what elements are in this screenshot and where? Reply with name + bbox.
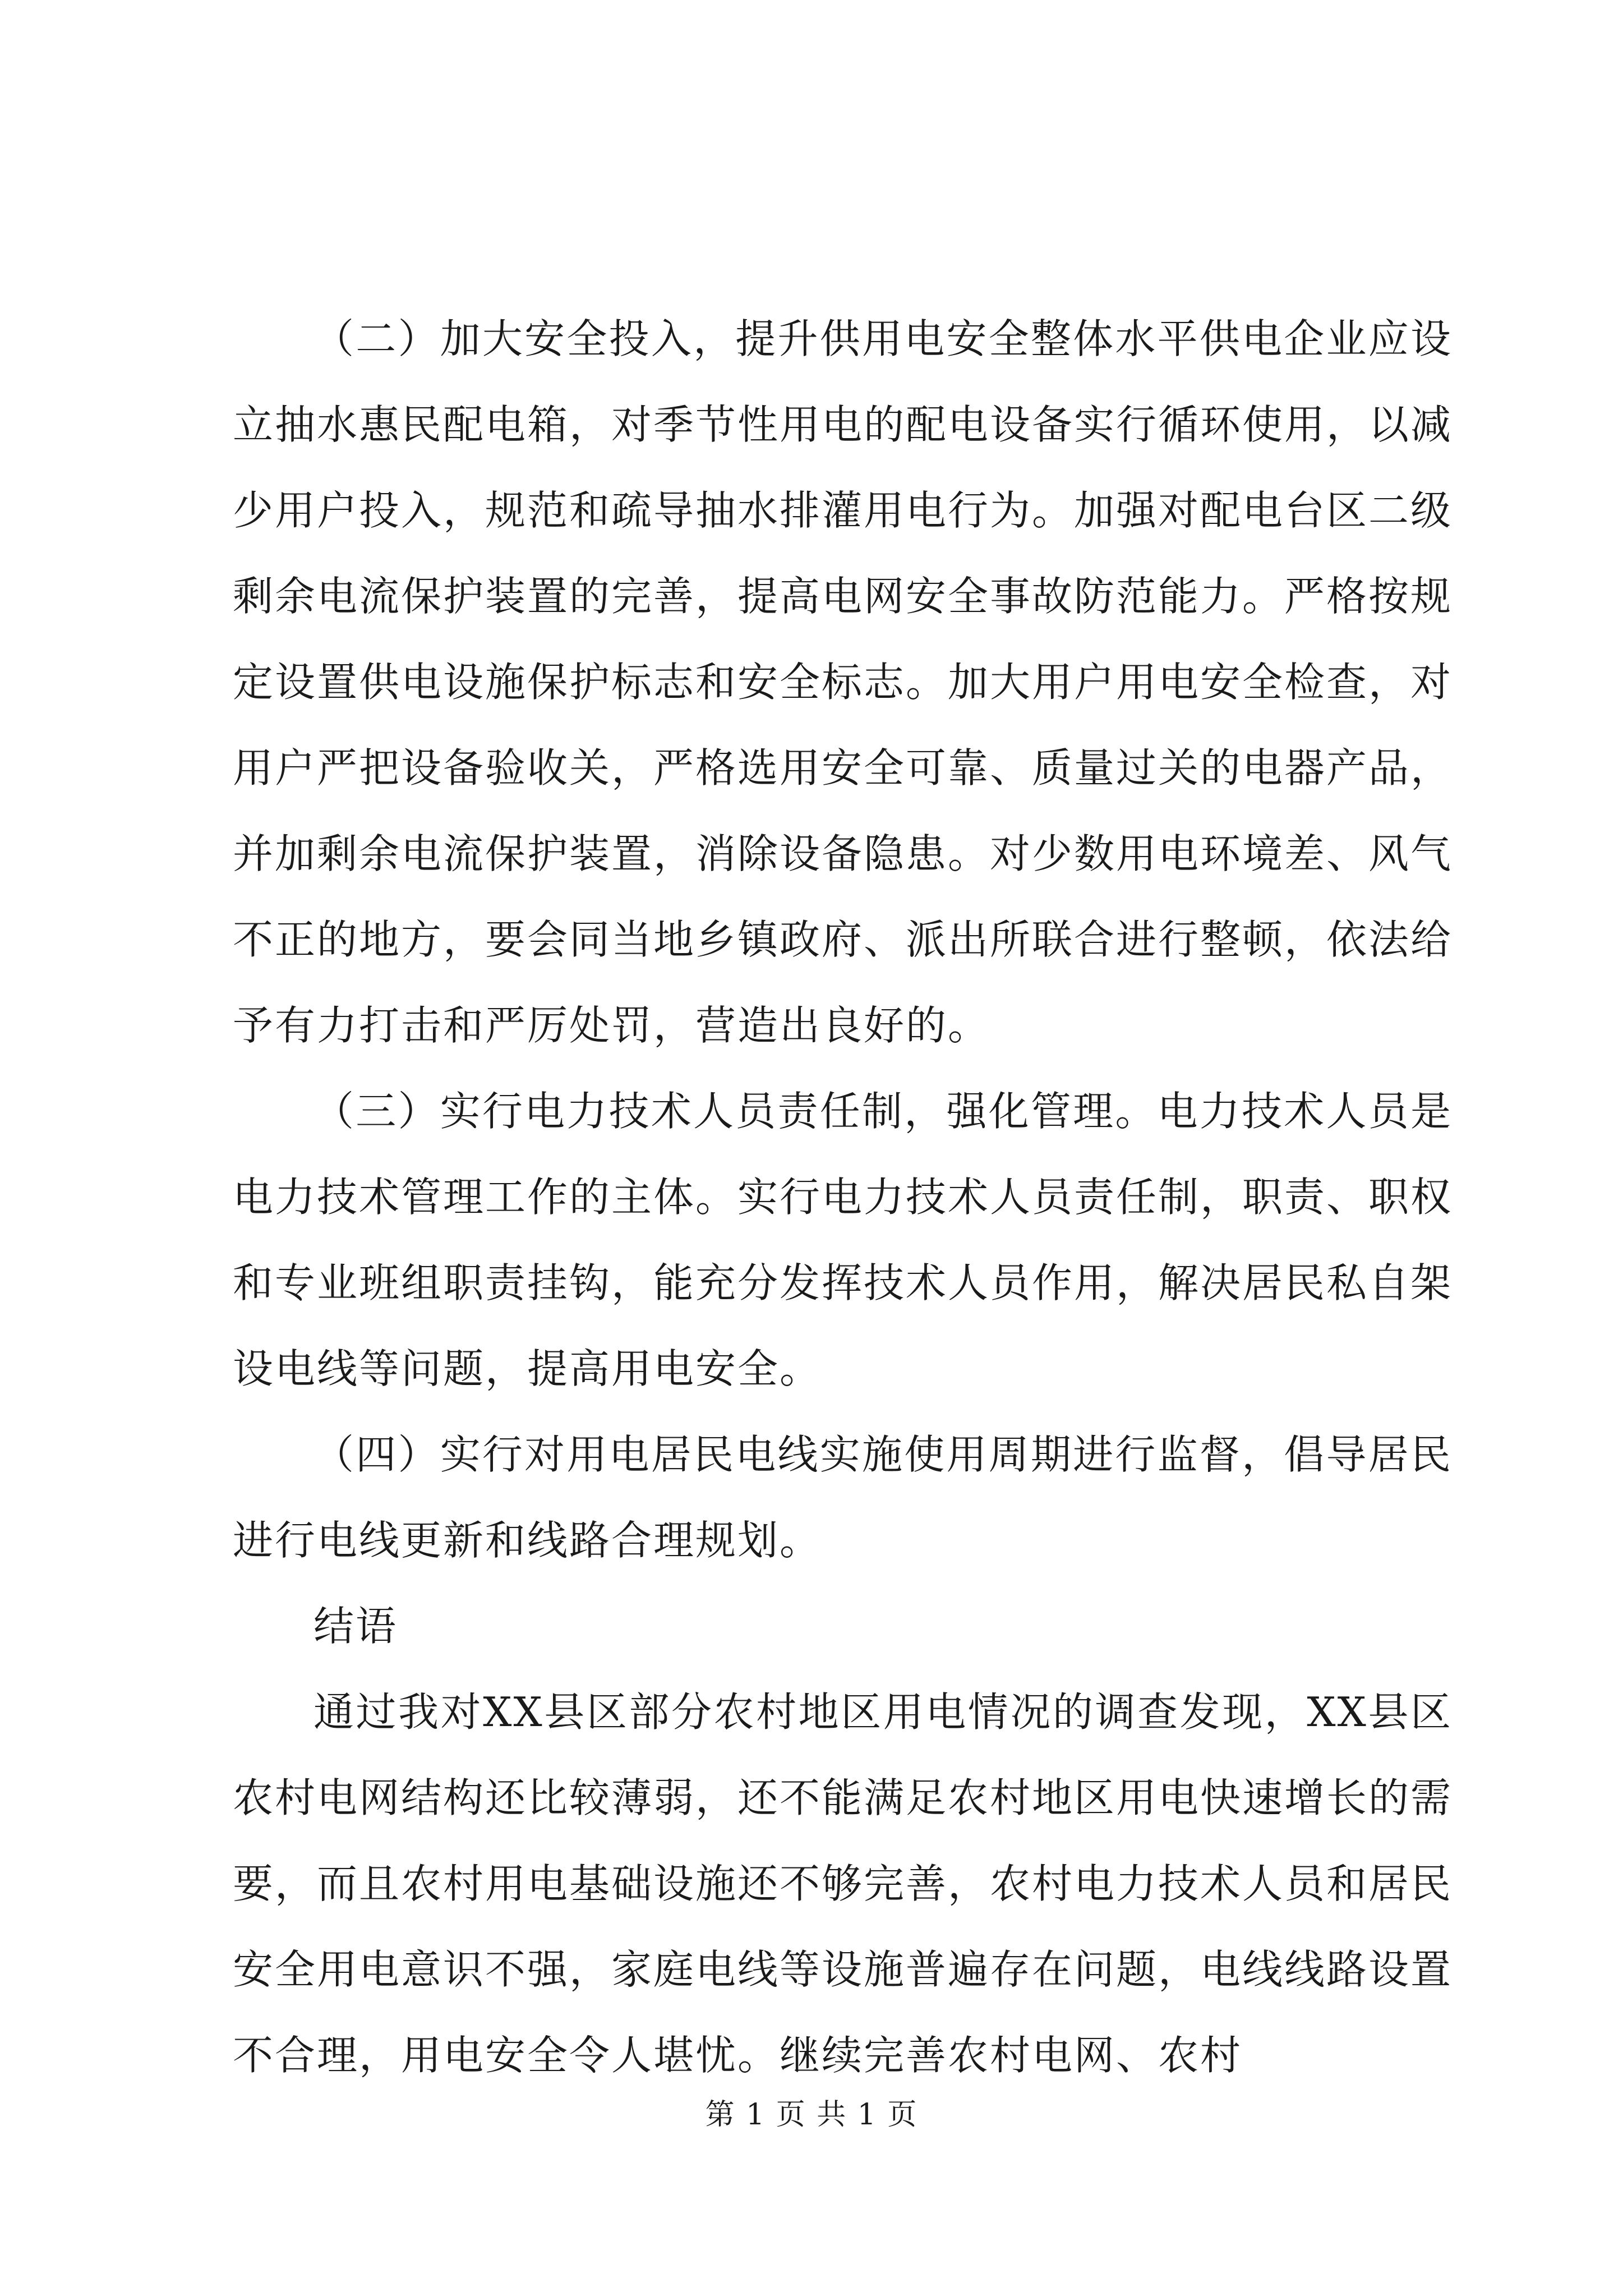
page-number-label: 第 1 页 共 1 页: [705, 2098, 918, 2132]
paragraph-section-2: （二）加大安全投入，提升供用电安全整体水平供电企业应设立抽水惠民配电箱，对季节性用电的配电设备实行循环使用，以减少用户投入，规范和疏导抽水排灌用电行为。加强对配电台区二级剩余电流保护装置的完善，提高电网安全事故防范能力。严格按规定设置供电设施保护标志和安全标志。加大用户用电安全检查，对用户严把设备验收关，严格选用安全可靠、质量过关的电器产品，并加剩余电流保护装置，消除设备隐患。对少数用电环境差、风气不正的地方，要会同当地乡镇政府、派出所联合进行整顿，依法给予有力打击和严厉处罚，营造出良好的。: [233, 315, 1453, 1049]
paragraph-section-4: （四）实行对用电居民电线实施使用周期进行监督，倡导居民进行电线更新和线路合理规划。: [233, 1431, 1453, 1564]
paragraph-section-3: （三）实行电力技术人员责任制，强化管理。电力技术人员是电力技术管理工作的主体。实行电力技术人员责任制，职责、职权和专业班组职责挂钩，能充分发挥技术人员作用，解决居民私自架设电线等问题，提高用电安全。: [233, 1088, 1453, 1392]
paragraph-conclusion: 通过我对XX县区部分农村地区用电情况的调查发现，XX县区农村电网结构还比较薄弱，还不能满足农村地区用电快速增长的需要，而且农村用电基础设施还不够完善，农村电力技术人员和居民安全用电意识不强，家庭电线等设施普遍存在问题，电线线路设置不合理，用电安全令人堪忧。继续完善农村电网、农村: [233, 1688, 1453, 2079]
page-footer: [0, 2095, 1623, 2134]
conclusion-heading: 结语: [313, 1603, 398, 1650]
document-body: [233, 296, 1453, 2099]
